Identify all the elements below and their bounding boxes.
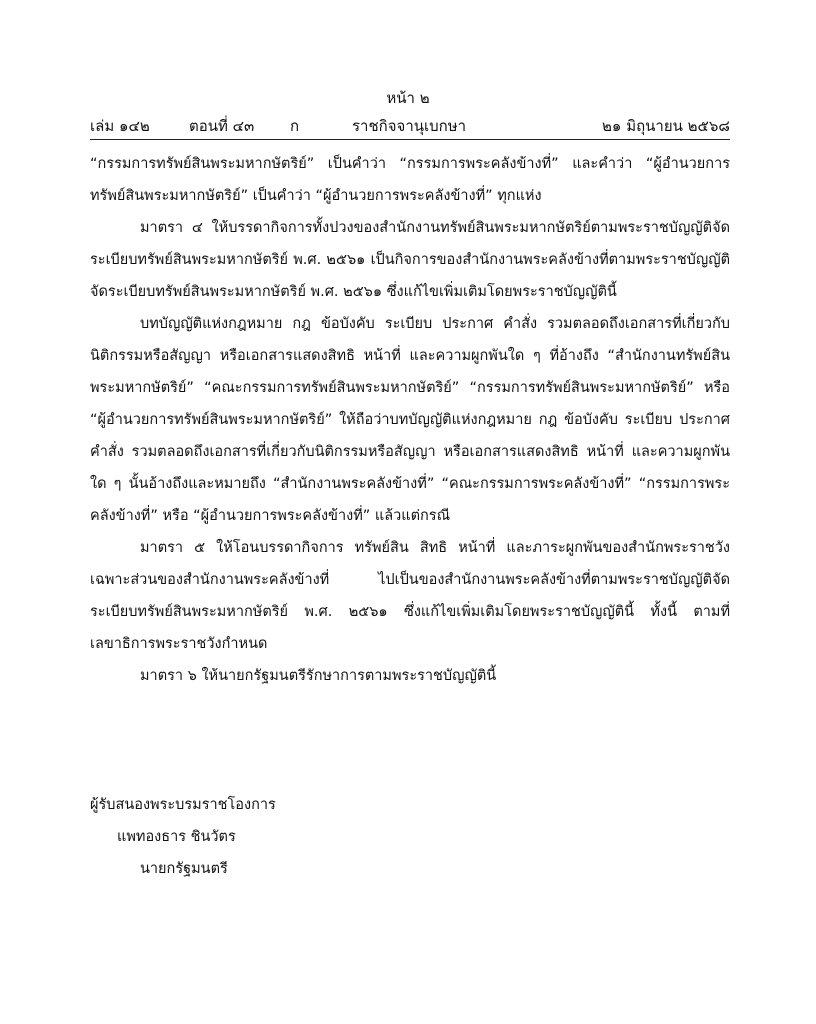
countersign-label: ผู้รับสนองพระบรมราชโองการ — [90, 797, 276, 813]
paragraph-section-6: มาตรา ๖ ให้นายกรัฐมนตรีรักษาการตามพระราชบัญญัตินี้ — [140, 668, 497, 684]
signatory-title: นายกรัฐมนตรี — [140, 861, 228, 877]
gazette-name: ราชกิจจานุเบกษา — [352, 117, 467, 135]
paragraph-references: บทบัญญัติแห่งกฎหมาย กฎ ข้อบังคับ ระเบียบ ประกาศ คำสั่ง รวมตลอดถึงเอกสารที่เกี่ยวกับนิติกรรมหรือสัญญา หรือเอกสารแสดงสิทธิ หน้าที่ และความผูกพันใด ๆ ที่อ้างถึง “สำนักงานทรัพย์สินพระมหากษัตริย์” “คณะกรรมการทรัพย์สินพระมหากษัตริย์” “กรรมการทรัพย์สินพระมหากษัตริย์” หรือ “ผู้อำนวยการทรัพย์สินพระมหากษัตริย์” ให้ถือว่าบทบัญญัติแห่งกฎหมาย กฎ ข้อบังคับ ระเบียบ ประกาศ คำสั่ง รวมตลอดถึงเอกสารที่เกี่ยวกับนิติกรรมหรือสัญญา หรือเอกสารแสดงสิทธิ หน้าที่ และความผูกพันใด ๆ นั้นอ้างถึงและหมายถึง “สำนักงานพระคลังข้างที่” “คณะกรรมการพระคลังข้างที่” “กรรมการพระคลังข้างที่” หรือ “ผู้อำนวยการพระคลังข้างที่” แล้วแต่กรณี — [90, 316, 730, 524]
issue-label: ตอนที่ ๔๓ — [189, 117, 255, 135]
section-label: ก — [290, 117, 300, 135]
publication-date: ๒๑ มิถุนายน ๒๕๖๘ — [602, 117, 730, 135]
document-body — [90, 148, 730, 692]
page-number: หน้า ๒ — [386, 89, 430, 107]
volume-label: เล่ม ๑๔๒ — [90, 117, 150, 135]
signatory-name: แพทองธาร ชินวัตร — [117, 829, 236, 845]
signature-block — [90, 789, 490, 885]
header-divider — [90, 139, 730, 140]
gazette-header — [90, 114, 730, 138]
paragraph-section-5: มาตรา ๕ ให้โอนบรรดากิจการ ทรัพย์สิน สิทธิ หน้าที่ และภาระผูกพันของสำนักพระราชวังเฉพาะส่วนของสำนักงานพระคลังข้างที่ ไปเป็นของสำนักงานพระคลังข้างที่ตามพระราชบัญญัติจัดระเบียบทรัพย์สินพระมหากษัตริย์ พ.ศ. ๒๕๖๑ ซึ่งแก้ไขเพิ่มเติมโดยพระราชบัญญัตินี้ ทั้งนี้ ตามที่เลขาธิการพระราชวังกำหนด — [90, 540, 730, 652]
paragraph-section-4: มาตรา ๔ ให้บรรดากิจการทั้งปวงของสำนักงานทรัพย์สินพระมหากษัตริย์ตามพระราชบัญญัติจัดระเบียบทรัพย์สินพระมหากษัตริย์ พ.ศ. ๒๕๖๑ เป็นกิจการของสำนักงานพระคลังข้างที่ตามพระราชบัญญัติจัดระเบียบทรัพย์สินพระมหากษัตริย์ พ.ศ. ๒๕๖๑ ซึ่งแก้ไขเพิ่มเติมโดยพระราชบัญญัตินี้ — [90, 220, 730, 300]
paragraph-definitions: “กรรมการทรัพย์สินพระมหากษัตริย์” เป็นคำว่า “กรรมการพระคลังข้างที่” และคำว่า “ผู้อำนวยการทรัพย์สินพระมหากษัตริย์” เป็นคำว่า “ผู้อำนวยการพระคลังข้างที่” ทุกแห่ง — [90, 156, 730, 204]
